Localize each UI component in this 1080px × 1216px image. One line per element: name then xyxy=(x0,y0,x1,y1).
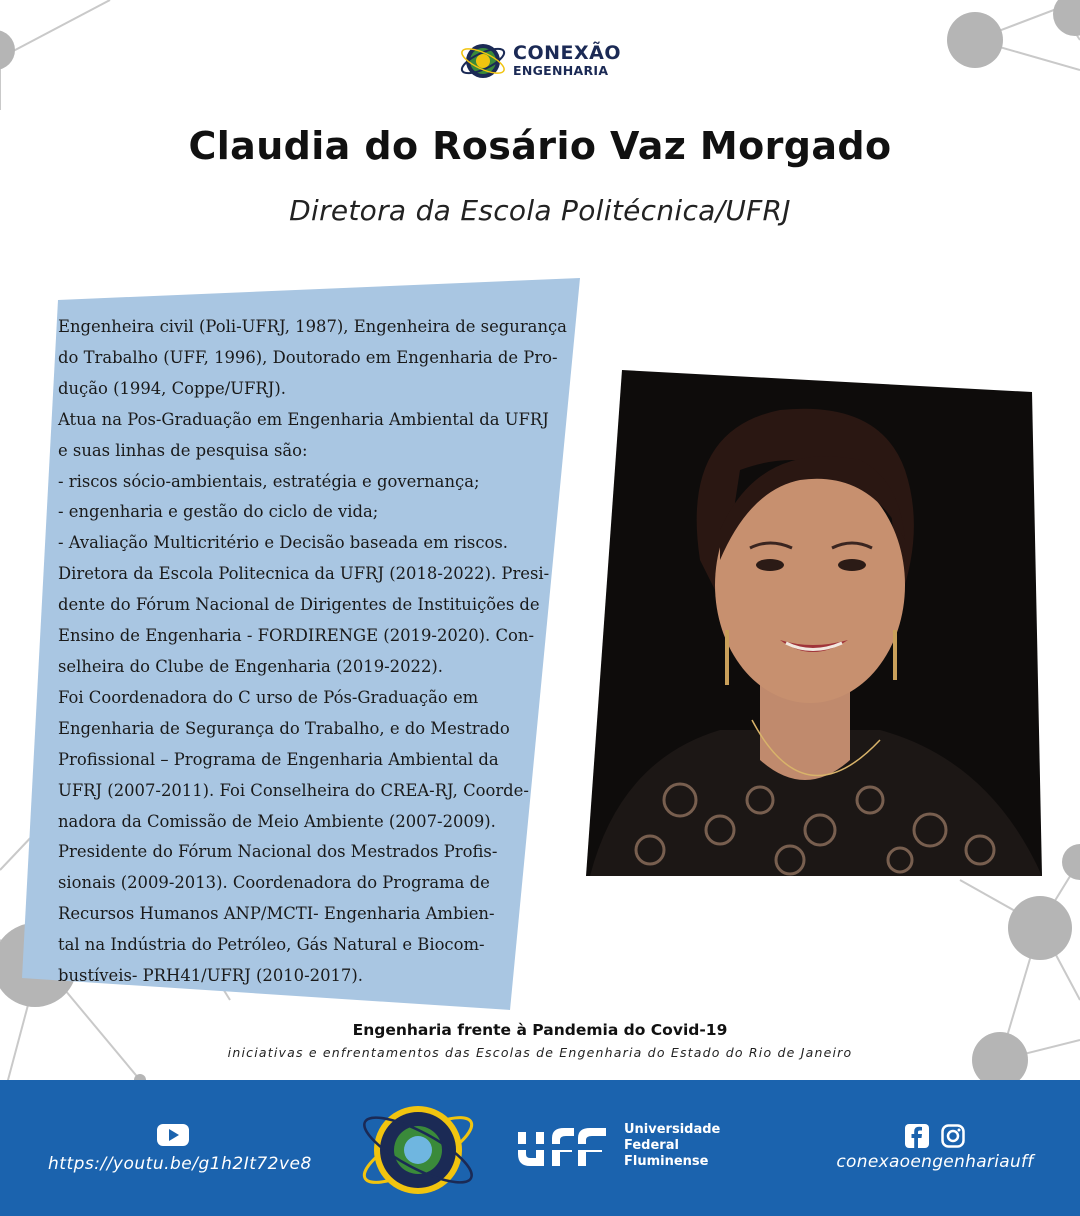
bio-line: Foi Coordenadora do C urso de Pós-Graduação em xyxy=(58,687,479,707)
brand-name-line1: CONEXÃO xyxy=(513,42,621,65)
bio-line: selheira do Clube de Engenharia (2019-2022). xyxy=(58,656,444,676)
uff-wordmark-icon xyxy=(514,1122,610,1170)
youtube-url[interactable]: https://youtu.be/g1h2It72ve8 xyxy=(48,1154,312,1174)
social-handle[interactable]: conexaoengenhariauff xyxy=(836,1152,1034,1172)
uff-line3: Fluminense xyxy=(624,1154,709,1169)
bio-line: UFRJ (2007-2011). Foi Conselheira do CREA-RJ, Coorde- xyxy=(58,780,529,800)
bio-line: Engenharia de Segurança do Trabalho, e do Mestrado xyxy=(58,718,510,738)
bio-line: Profissional – Programa de Engenharia Ambiental da xyxy=(58,749,499,769)
instagram-icon[interactable] xyxy=(941,1124,965,1148)
bio-line: e suas linhas de pesquisa são: xyxy=(58,440,308,460)
bio-line: - riscos sócio-ambientais, estratégia e governança; xyxy=(58,471,480,491)
bio-line: Diretora da Escola Politecnica da UFRJ (2018-2022). Presi- xyxy=(58,564,550,584)
school-seal-logo xyxy=(356,1100,480,1200)
uff-line1: Universidade xyxy=(624,1122,721,1137)
youtube-icon xyxy=(157,1124,189,1146)
uff-logo xyxy=(514,1122,720,1170)
youtube-link[interactable] xyxy=(48,1124,312,1174)
bio-line: Recursos Humanos ANP/MCTI- Engenharia Ambien- xyxy=(58,904,495,924)
bio-line: nadora da Comissão de Meio Ambiente (2007-2009). xyxy=(58,811,496,831)
bio-line: - engenharia e gestão do ciclo de vida; xyxy=(58,502,379,522)
event-subtitle: iniciativas e enfrentamentos das Escolas de Engenharia do Estado do Rio de Janeiro xyxy=(227,1045,853,1060)
bio-line: dução (1994, Coppe/UFRJ). xyxy=(58,378,286,398)
brand-name-line2: ENGENHARIA xyxy=(513,63,609,79)
bio-line: dente do Fórum Nacional de Dirigentes de Instituições de xyxy=(58,595,540,615)
social-links xyxy=(830,1124,1040,1172)
bio-line: sionais (2009-2013). Coordenadora do Programa de xyxy=(58,873,490,893)
bio-line: Atua na Pos-Graduação em Engenharia Ambiental da UFRJ xyxy=(58,409,549,429)
bio-line: - Avaliação Multicritério e Decisão baseada em riscos. xyxy=(58,533,509,553)
footer-bar xyxy=(0,1080,1080,1216)
uff-line2: Federal xyxy=(624,1138,679,1153)
bio-line: tal na Indústria do Petróleo, Gás Natural e Biocom- xyxy=(58,935,485,955)
bio-line: do Trabalho (UFF, 1996), Doutorado em Engenharia de Pro- xyxy=(58,347,558,367)
bio-line: Ensino de Engenharia - FORDIRENGE (2019-2020). Con- xyxy=(58,626,534,646)
bio-line: Engenheira civil (Poli-UFRJ, 1987), Engenheira de segurança xyxy=(58,317,567,336)
person-role: Diretora da Escola Politécnica/UFRJ xyxy=(289,194,791,227)
event-title: Engenharia frente à Pandemia do Covid-19 xyxy=(352,1021,728,1039)
person-name: Claudia do Rosário Vaz Morgado xyxy=(188,124,892,168)
facebook-icon[interactable] xyxy=(905,1124,929,1148)
bio-line: Presidente do Fórum Nacional dos Mestrados Profis- xyxy=(58,842,498,862)
bio-line: bustíveis- PRH41/UFRJ (2010-2017). xyxy=(58,966,363,986)
